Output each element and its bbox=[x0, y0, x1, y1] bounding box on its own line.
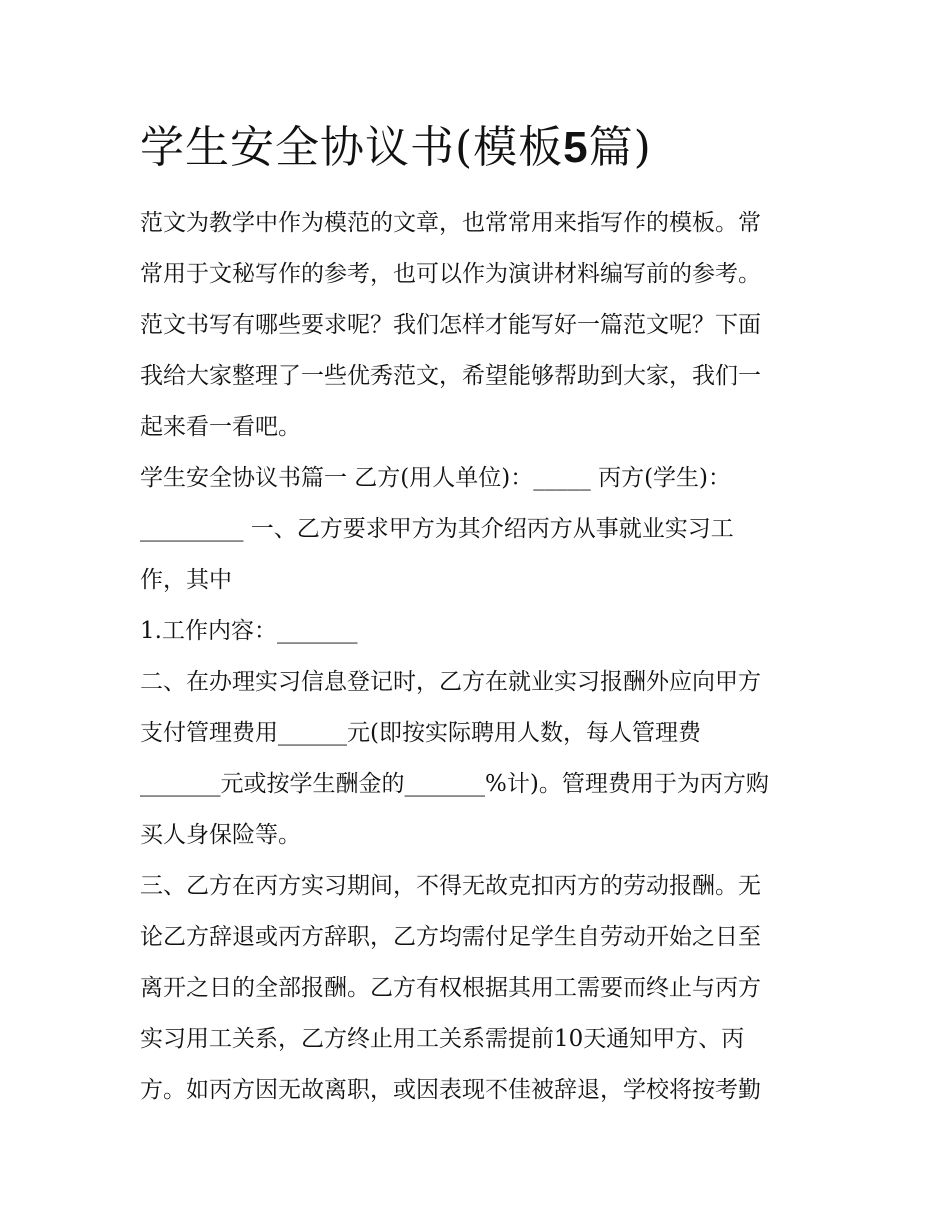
body-line: _________ 一、乙方要求甲方为其介绍丙方从事就业实习工 bbox=[140, 516, 734, 542]
body-line: 范文书写有哪些要求呢？我们怎样才能写好一篇范文呢？下面 bbox=[140, 312, 761, 338]
title-text-end: 篇) bbox=[588, 122, 652, 173]
body-line: _______元或按学生酬金的_______%计)。管理费用于为丙方购 bbox=[140, 771, 769, 797]
body-line: 三、乙方在丙方实习期间，不得无故克扣丙方的劳动报酬。无 bbox=[140, 873, 761, 899]
body-line: 作，其中 bbox=[140, 567, 232, 593]
body-line: 离开之日的全部报酬。乙方有权根据其用工需要而终止与丙方 bbox=[140, 975, 761, 1001]
body-line: 实习用工关系，乙方终止用工关系需提前10天通知甲方、丙 bbox=[140, 1026, 745, 1052]
body-line: 我给大家整理了一些优秀范文，希望能够帮助到大家，我们一 bbox=[140, 363, 761, 389]
body-line: 起来看一看吧。 bbox=[140, 414, 301, 440]
body-line: 1.工作内容：_______ bbox=[140, 618, 358, 644]
document-title bbox=[140, 118, 840, 178]
title-number: 5 bbox=[563, 123, 589, 172]
title-text-start: 学生安全协议书(模板 bbox=[140, 122, 564, 173]
body-line: 支付管理费用______元(即按实际聘用人数，每人管理费 bbox=[140, 720, 701, 746]
body-line: 二、在办理实习信息登记时，乙方在就业实习报酬外应向甲方 bbox=[140, 669, 761, 695]
body-line: 方。如丙方因无故离职，或因表现不佳被辞退，学校将按考勤 bbox=[140, 1077, 761, 1103]
body-line: 买人身保险等。 bbox=[140, 822, 301, 848]
body-line: 学生安全协议书篇一 乙方(用人单位)：_____ 丙方(学生)： bbox=[140, 465, 732, 491]
body-line: 常用于文秘写作的参考，也可以作为演讲材料编写前的参考。 bbox=[140, 261, 761, 287]
body-line: 论乙方辞退或丙方辞职，乙方均需付足学生自劳动开始之日至 bbox=[140, 924, 761, 950]
body-line: 范文为教学中作为模范的文章，也常常用来指写作的模板。常 bbox=[140, 210, 761, 236]
